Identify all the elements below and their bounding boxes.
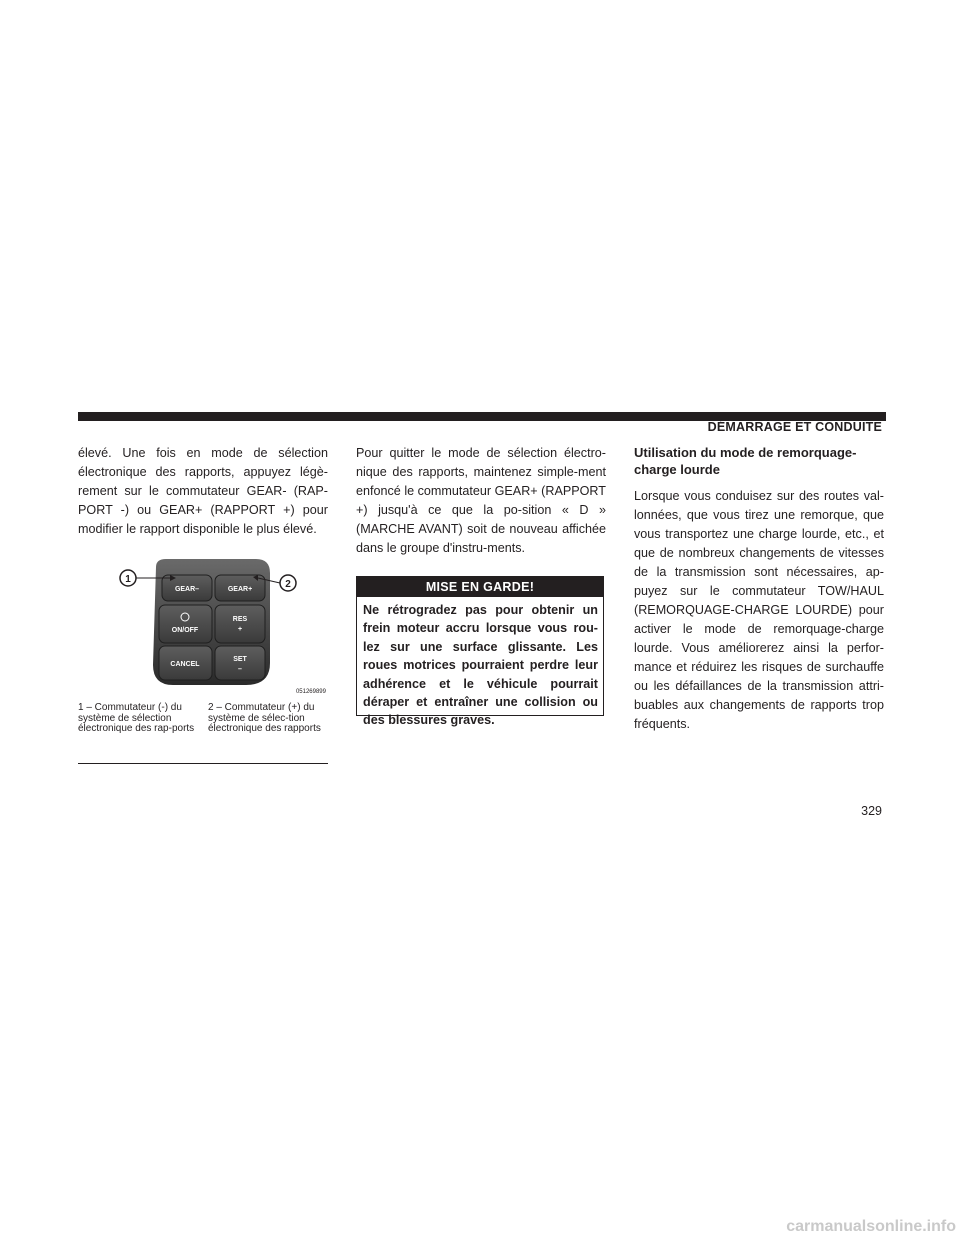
warning-text: Ne rétrogradez pas pour obtenir un frein moteur accru lorsque vous rou-lez sur une surface glissante. Les roues motrices pourraient perdre leur adhérence et le véhicule pourrait déraper et entraîner une collision ou des blessures graves. [363, 603, 598, 728]
caption-item-2: 2 – Commutateur (+) du système de sélec-tion électronique des rapports [208, 702, 321, 734]
watermark: carmanualsonline.info [786, 1218, 956, 1235]
gear-plus-label: GEAR+ [227, 586, 253, 593]
column-1 [78, 444, 328, 539]
tow-haul-heading: Utilisation du mode de remorquage-charge lourde [634, 445, 857, 477]
callout-2-label: 2 [285, 579, 291, 590]
set-button [215, 646, 265, 680]
section-title: DÉMARRAGE ET CONDUITE [707, 420, 882, 434]
on-off-label: ON/OFF [171, 627, 199, 634]
callout-1-label: 1 [125, 574, 131, 585]
column-2 [356, 444, 606, 558]
res-button [215, 605, 265, 643]
page-number: 329 [861, 804, 882, 818]
paragraph-quit-mode: Pour quitter le mode de sélection électro-nique des rapports, maintenez simple-ment enfoncé le commutateur GEAR+ (RAPPORT +) jusqu'à ce que la po-sition « D » (MARCHE AVANT) soit de nouveau affichée dans le groupe d'instru-ments. [356, 446, 606, 555]
res-label: RES [232, 616, 248, 623]
set-sign: – [238, 666, 242, 673]
res-sign: + [237, 626, 243, 633]
on-off-button [159, 605, 212, 643]
switch-illustration [78, 555, 328, 700]
caption-item-1: 1 – Commutateur (-) du système de sélection électronique des rap-ports [78, 702, 195, 734]
paragraph-tow-haul: Lorsque vous conduisez sur des routes val-lonnées, que vous tirez une remorque, que vous transportez une charge lourde, etc., et que de nombreux changements de vitesses de la transmission sont nécessaires, ap-puyez sur le commutateur TOW/HAUL (REMORQUAGE-CHARGE LOURDE) pour activer le mode de remorquage-charge lourde. Vous améliorerez ainsi la perfor-mance et réduirez les risques de surchauffe ou les défaillances de la transmission attri-buables aux changements de rapports trop fréquents. [634, 489, 884, 731]
gear-minus-label: GEAR– [174, 586, 200, 593]
set-label: SET [233, 656, 247, 663]
warning-box [356, 576, 604, 728]
column-3 [634, 444, 884, 734]
cancel-label: CANCEL [170, 661, 200, 668]
figure-code: 051269899 [295, 689, 326, 695]
caption-rule [78, 763, 328, 764]
warning-title: MISE EN GARDE! [357, 577, 603, 597]
paragraph-gear-selection: élevé. Une fois en mode de sélection électronique des rapports, appuyez légè-rement sur le commutateur GEAR- (RAP-PORT -) ou GEAR+ (RAPPORT +) pour modifier le rapport disponible le plus élevé. [78, 446, 328, 536]
